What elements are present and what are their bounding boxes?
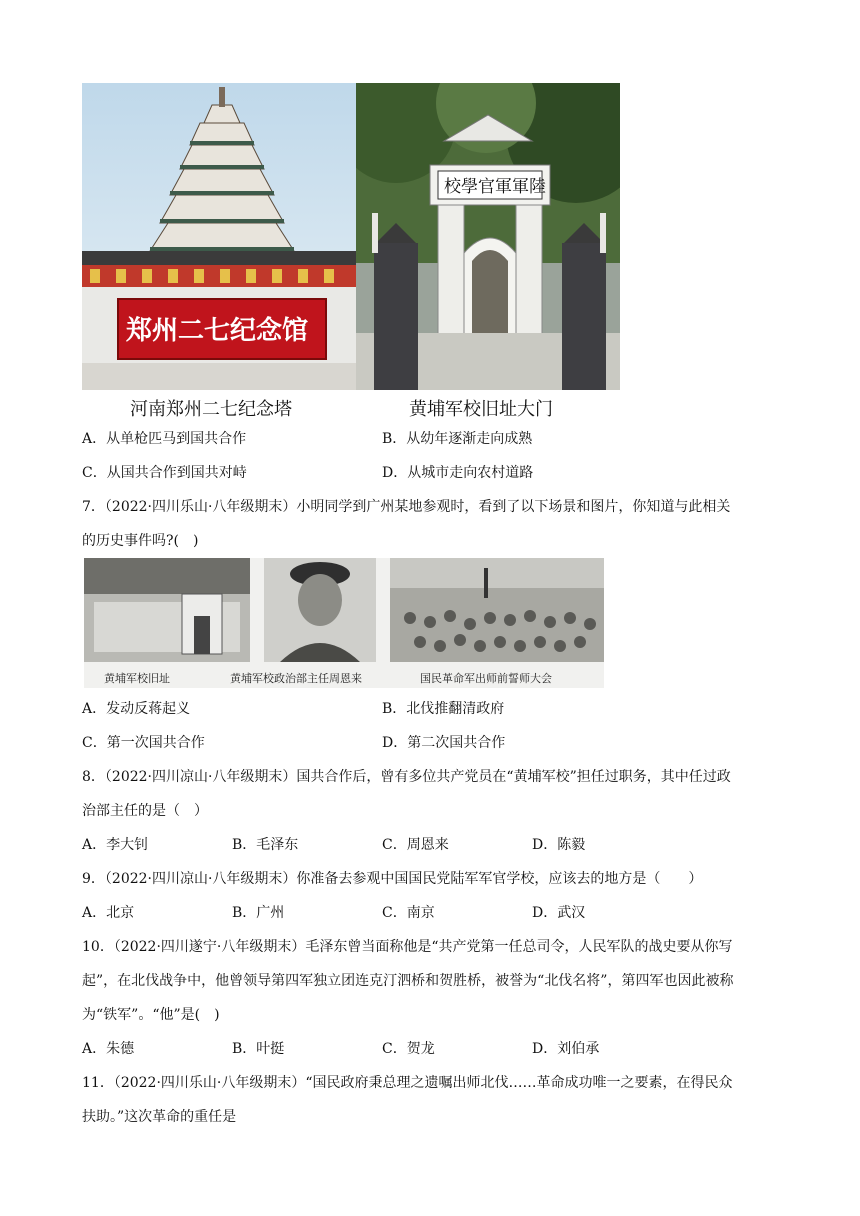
q11-stem-line2: 扶助。”这次革命的重任是: [82, 1109, 237, 1125]
q7-option-d: D．第二次国共合作: [382, 735, 506, 751]
q9-stem-line1: 9．（2022·四川凉山·八年级期末）你准备去参观中国国民党陆军军官学校，应该去的地方是（ ）: [82, 871, 703, 887]
q7-caption-2: 黄埔军校政治部主任周恩来: [230, 672, 362, 685]
q8-stem-line2: 治部主任的是（ ）: [82, 803, 208, 819]
q7-option-a: A．发动反蒋起义: [82, 701, 191, 717]
whampoa-gate-illustration: [356, 83, 620, 390]
q6-option-c: C．从国共合作到国共对峙: [82, 465, 247, 481]
q9-option-c: C．南京: [382, 905, 435, 921]
q8-option-c: C．周恩来: [382, 837, 449, 853]
q8-stem-line1: 8．（2022·四川凉山·八年级期末）国共合作后，曾有多位共产党员在“黄埔军校”担任过职务，其中任过政: [82, 769, 731, 785]
erqi-sign-text: 郑州二七纪念馆: [126, 316, 309, 346]
q9-option-d: D．武汉: [532, 905, 586, 921]
q6-option-a: A．从单枪匹马到国共合作: [82, 431, 247, 447]
q7-photos-illustration: [84, 558, 604, 688]
q9-option-b: B．广州: [232, 905, 285, 921]
q6-option-b: B．从幼年逐渐走向成熟: [382, 431, 533, 447]
q11-stem-line1: 11．（2022·四川乐山·八年级期末）“国民政府秉总理之遗嘱出师北伐……革命成功唯一之要素，在得民众: [82, 1075, 733, 1091]
q10-option-c: C．贺龙: [382, 1041, 435, 1057]
q9-option-a: A．北京: [82, 905, 135, 921]
left-photo-caption: 河南郑州二七纪念塔: [130, 399, 292, 420]
q7-stem-line1: 7．（2022·四川乐山·八年级期末）小明同学到广州某地参观时，看到了以下场景和图片，你知道与此相关: [82, 499, 731, 515]
q10-option-a: A．朱德: [82, 1041, 135, 1057]
q8-option-b: B．毛泽东: [232, 837, 299, 853]
q10-stem-line1: 10．（2022·四川遂宁·八年级期末）毛泽东曾当面称他是“共产党第一任总司令，人民军队的战史要从你写: [82, 939, 733, 955]
whampoa-sign-text: 校學官軍軍陸: [444, 177, 546, 197]
q10-option-b: B．叶挺: [232, 1041, 285, 1057]
q7-photo-strip: [84, 558, 604, 688]
q7-option-b: B．北伐推翻清政府: [382, 701, 505, 717]
q10-option-d: D．刘伯承: [532, 1041, 600, 1057]
q7-option-c: C．第一次国共合作: [82, 735, 205, 751]
q7-caption-3: 国民革命军出师前誓师大会: [420, 672, 552, 685]
erqi-tower-photo: [82, 83, 356, 390]
q10-stem-line2: 起”，在北伐战争中，他曾领导第四军独立团连克汀泗桥和贺胜桥，被誉为“北伐名将”，第四军也因此被称: [82, 973, 734, 989]
q6-option-d: D．从城市走向农村道路: [382, 465, 534, 481]
q8-option-d: D．陈毅: [532, 837, 586, 853]
q7-caption-1: 黄埔军校旧址: [104, 672, 170, 685]
q8-option-a: A．李大钊: [82, 837, 149, 853]
erqi-tower-illustration: [82, 83, 356, 390]
right-photo-caption: 黄埔军校旧址大门: [409, 399, 553, 420]
q10-stem-line3: 为“铁军”。“他”是( ): [82, 1007, 220, 1023]
whampoa-gate-photo: [356, 83, 620, 390]
q7-stem-line2: 的历史事件吗?( ): [82, 533, 199, 549]
